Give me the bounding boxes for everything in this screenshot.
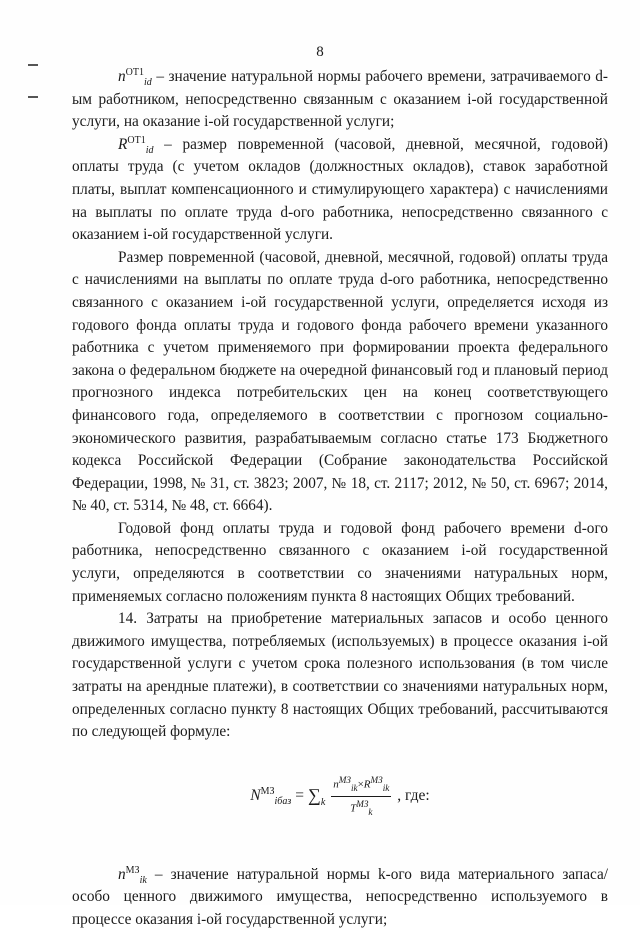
num-times: × (357, 778, 364, 791)
symbol-subscript: id (144, 77, 152, 89)
margin-mark (28, 96, 38, 98)
num-r-sub: ik (382, 782, 390, 793)
symbol-letter: n (118, 865, 126, 883)
formula-lhs (250, 785, 291, 808)
sum-sign: ∑ (307, 784, 321, 805)
num-r-sup: МЗ (370, 774, 383, 785)
symbol-letter: R (118, 135, 128, 153)
symbol-subscript: ik (139, 874, 147, 886)
fraction-denominator (350, 797, 372, 819)
fraction-numerator (331, 774, 391, 797)
formula-equals: = (295, 786, 304, 804)
margin-mark (28, 64, 38, 66)
den-t: T (350, 802, 357, 815)
num-n: n (333, 778, 339, 791)
symbol-n-ot1 (118, 66, 152, 89)
paragraph-r-ot1-definition (72, 134, 608, 247)
formula-lhs-sub: iбаз (274, 795, 292, 807)
formula-expression (250, 774, 429, 819)
sum-subscript: k (320, 796, 326, 808)
formula-lhs-sup: МЗ (260, 785, 275, 797)
den-t-sup: МЗ (356, 798, 369, 809)
formula-n-mz (72, 774, 608, 832)
symbol-superscript: ОТ1 (125, 66, 144, 78)
formula-lhs-letter: N (250, 786, 261, 804)
symbol-superscript: МЗ (125, 864, 140, 876)
paragraph-n-mz-definition (72, 864, 608, 932)
document-body (72, 66, 608, 932)
page-number: 8 (316, 44, 324, 60)
formula-fraction (331, 774, 391, 819)
paragraph-text: – размер повременной (часовой, дневной, месячной, годовой) оплаты труда (с учетом окладов (должностных окладов), ставок заработной платы, выплат компенсационного и стимулирующего характера) с начислениями на выплаты по оплате труда d-ого работника, непосредственно связанного с оказанием i-ой государственной услуги. (72, 135, 608, 244)
paragraph-text: – значение натуральной нормы рабочего времени, затрачиваемого d-ым работником, непосредственно связанным с оказанием i-ой государственной услуги, на оказание i-ой государственной услуги; (72, 68, 608, 131)
symbol-letter: n (118, 68, 126, 85)
symbol-n-mz (118, 864, 147, 886)
den-t-sub: k (368, 806, 373, 817)
num-n-sup: МЗ (338, 774, 351, 785)
formula-sum (308, 784, 325, 809)
paragraph-annual-fund: Годовой фонд оплаты труда и годовой фонд рабочего времени d-ого работника, непосредственно связанного с оказанием i-ой государственной услуги, определяются в соответствии со значениями натуральных норм, применяемых согласно положениям пункта 8 настоящих Общих требований. (72, 519, 608, 605)
symbol-r-ot1 (118, 134, 154, 156)
paragraph-text: – значение натуральной нормы k-ого вида материального запаса/особо ценного движимого имущества, непосредственно используемого в процессе оказания i-ой государственной услуги; (72, 865, 608, 928)
paragraph-n-ot1-definition (72, 66, 608, 134)
paragraph-wage-size: Размер повременной (часовой, дневной, месячной, годовой) оплаты труда с начислениями на выплаты по оплате труда d-ого работника, непосредственно связанного с оказанием i-ой государственной услуги, определяется исходя из годового фонда оплаты труда и годового фонда рабочего времени указанного работника с учетом применяемого при формировании проекта федерального закона о федеральном бюджете на очередной финансовый год и плановый период прогнозного индекса потребительских цен на конец соответствующего финансового года, определяемого в соответствии с прогнозом социально-экономического развития, разрабатываемым согласно статье 173 Бюджетного кодекса Российской Федерации (Собрание законодательства Российской Федерации, 1998, № 31, ст. 3823; 2007, № 18, ст. 2117; 2012, № 50, ст. 6967; 2014, № 40, ст. 5314, № 48, ст. 6664). (72, 248, 608, 515)
num-r: R (363, 778, 371, 791)
paragraph-item-14: 14. Затраты на приобретение материальных запасов и особо ценного движимого имущества, потребляемых (используемых) в процессе оказания i-ой государственной услуги с учетом срока полезного использования (в том числе затраты на арендные платежи), в соответствии со значениями натуральных норм, определенных согласно пункту 8 настоящих Общих требований, рассчитываются по следующей формуле: (72, 610, 608, 741)
symbol-superscript: ОТ1 (127, 134, 146, 146)
symbol-subscript: id (145, 144, 154, 156)
formula-tail: , где: (397, 786, 430, 804)
num-n-sub: ik (350, 782, 358, 793)
